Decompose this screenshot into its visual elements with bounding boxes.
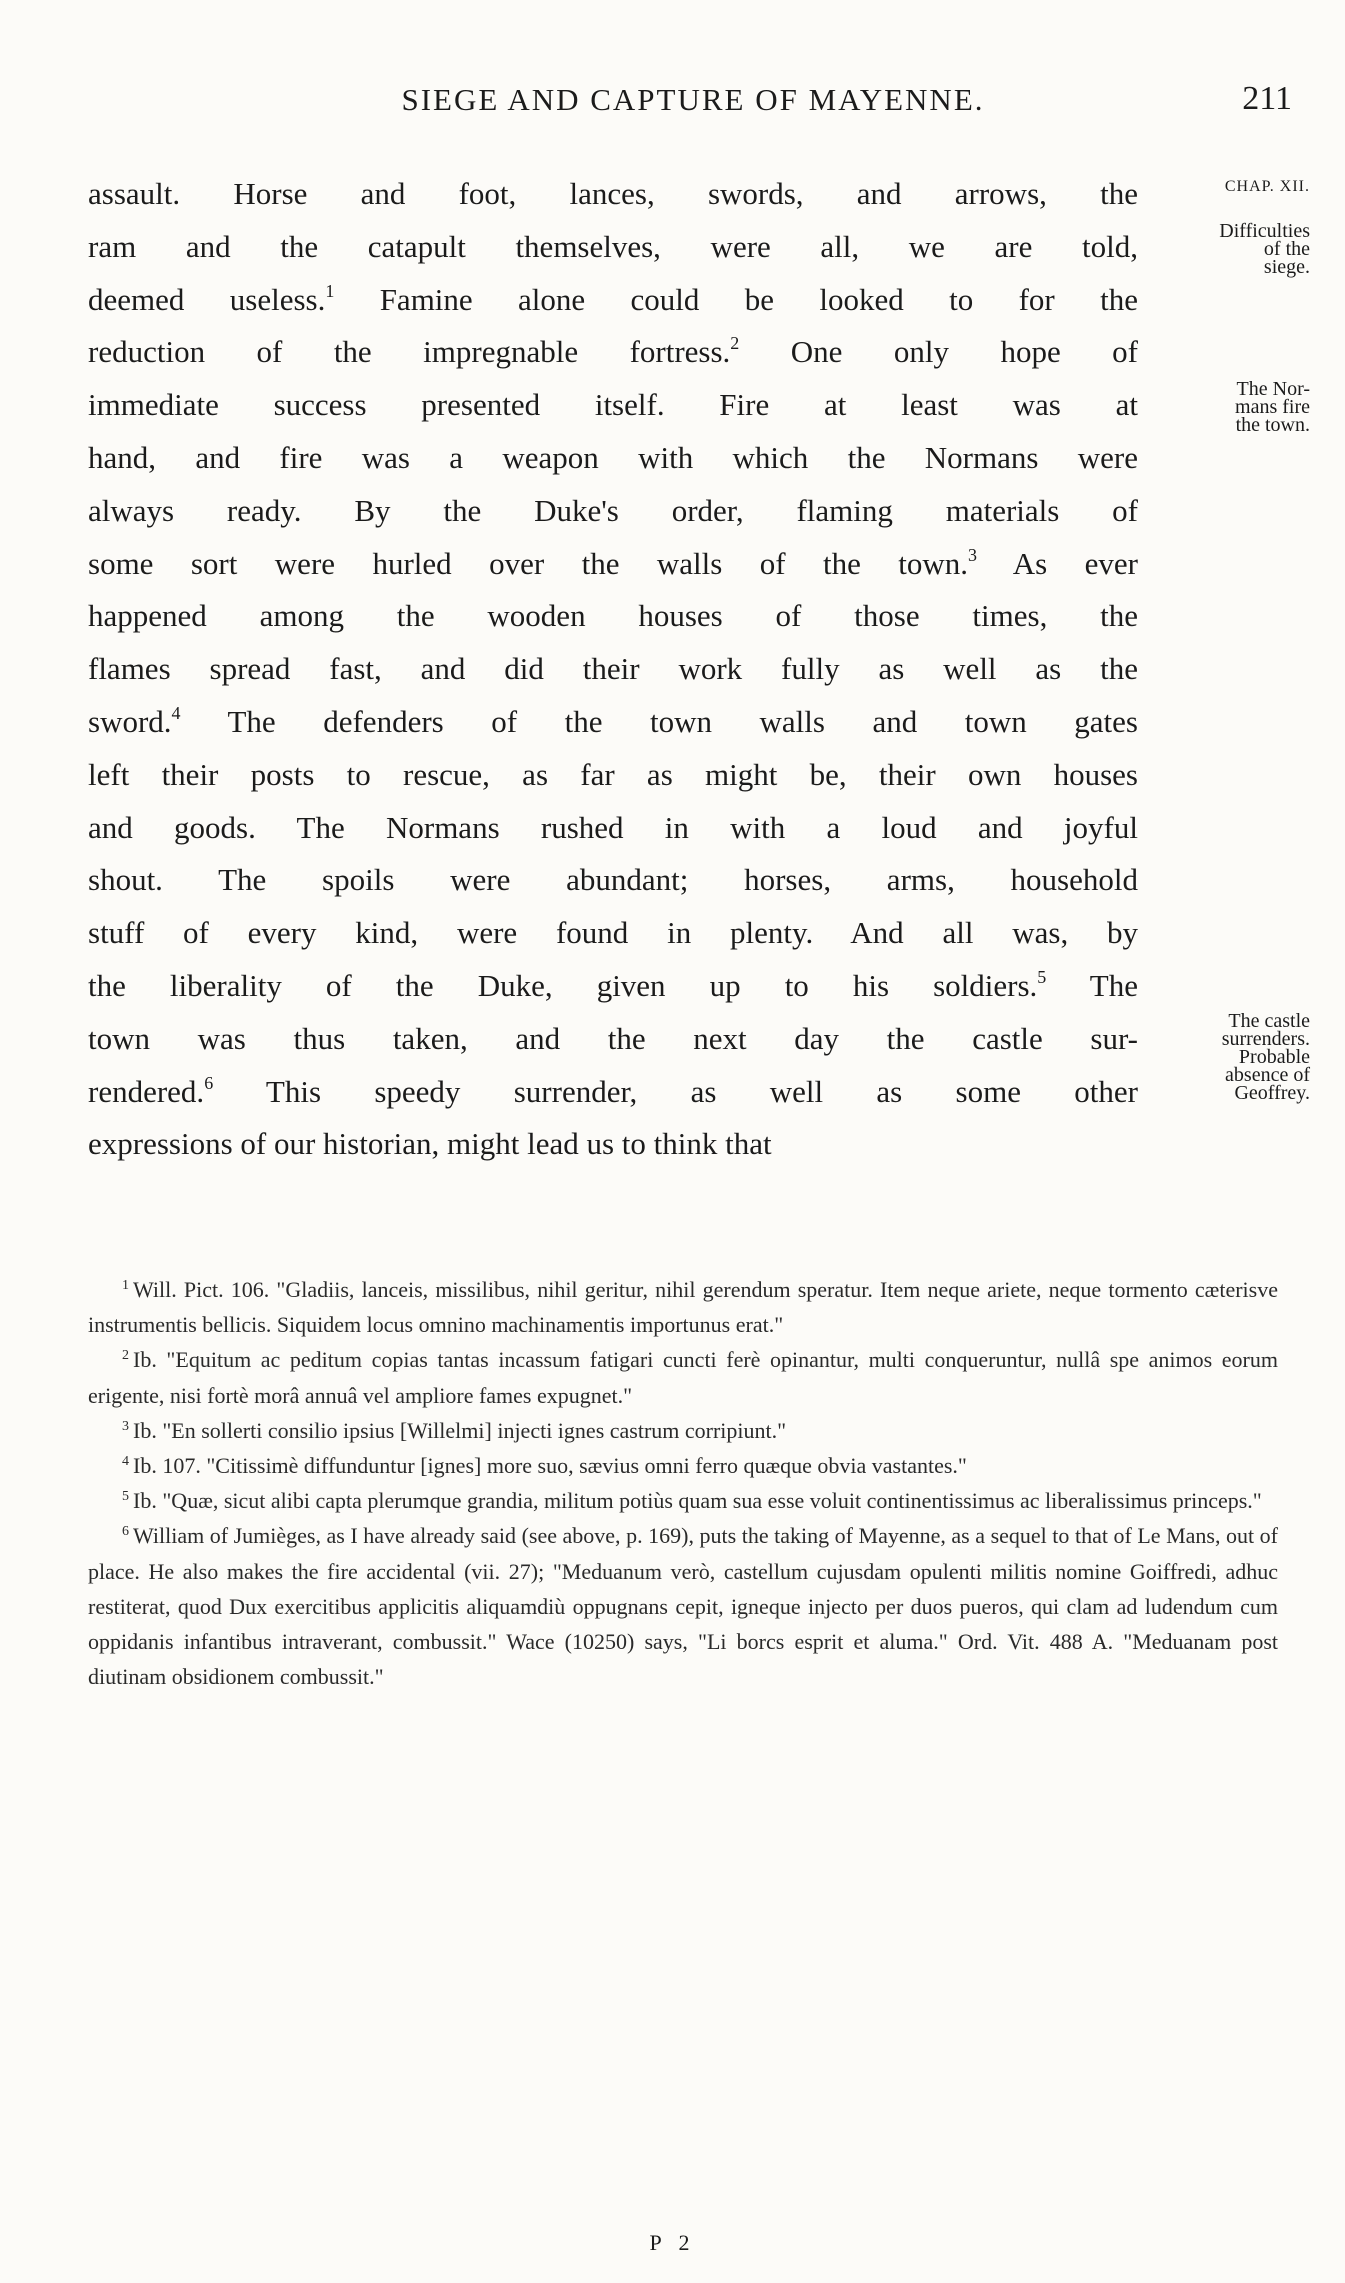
footnote-text: William of Jumièges, as I have already said (see above, p. 169), puts the taking of Mayenne, as a sequel to that of Le Mans, out of place. He also makes the fire accidental (vii. 27); "Meduanum verò, castellum cujusdam opulenti militis nomine Goiffredi, adhuc restiterat, quod Dux exercitibus applicitis aliquamdiù oppugnans cepit, igneque injecto per duos pueros, qui clam ad ludendum cum oppidanis infantibus intraverant, combussit." Wace (10250) says, "Li borcs esprit et aluma." Ord. Vit. 488 A. "Meduanam post diutinam obsidionem combussit.": [88, 1523, 1278, 1690]
margin-note-line: siege.: [1263, 256, 1310, 278]
text-line: [88, 854, 1138, 907]
text-line: [88, 168, 1138, 221]
text-line-content: stuff of every kind, were found in plenty. And all was, by: [88, 915, 1138, 951]
footnote: [88, 1342, 1278, 1412]
text-line-content: town was thus taken, and the next day the castle sur-: [88, 1020, 1138, 1056]
margin-note-line: of the: [1263, 238, 1310, 260]
text-line-content: always ready. By the Duke's order, flaming materials of: [88, 492, 1138, 528]
margin-note-line: The castle: [1228, 1010, 1310, 1032]
margin-note-line: mans fire: [1235, 396, 1310, 418]
margin-note-line: Probable: [1238, 1046, 1310, 1068]
text-line: [88, 1013, 1138, 1066]
text-line: [88, 802, 1138, 855]
text-line-content: sword.: [88, 703, 172, 739]
footnote-reference: 6: [204, 1072, 214, 1093]
footnote-reference: 2: [730, 333, 740, 354]
text-line: [88, 960, 1138, 1013]
margin-note-difficulties: [1150, 222, 1310, 276]
text-line: [88, 749, 1138, 802]
text-line-content: rendered.: [88, 1073, 205, 1109]
text-line-content: immediate success presented itself. Fire at least was at: [88, 387, 1138, 423]
running-title: SIEGE AND CAPTURE OF MAYENNE.: [401, 82, 985, 117]
text-line-content: some sort were hurled over the walls of the town.: [88, 545, 969, 581]
margin-note-castle-surrenders: [1150, 1012, 1310, 1102]
footnote-text: Ib. "En sollerti consilio ipsius [Willelmi] injecti ignes castrum corripiunt.": [133, 1417, 787, 1443]
margin-note-line: Geoffrey.: [1234, 1082, 1310, 1104]
text-line-content: the liberality of the Duke, given up to his soldiers.: [88, 967, 1038, 1003]
text-line: [88, 643, 1138, 696]
text-line: [88, 221, 1138, 274]
text-line: [88, 379, 1138, 432]
text-line: [88, 485, 1138, 538]
footnote-number: 4: [122, 1454, 129, 1470]
text-line: [88, 1066, 1138, 1119]
text-line-content: hand, and fire was a weapon with which the Normans were: [88, 439, 1138, 475]
margin-note-line: CHAP. XII.: [1224, 178, 1310, 195]
footnote: [88, 1272, 1278, 1342]
footnote-number: 1: [122, 1278, 129, 1293]
footnote: [88, 1518, 1278, 1694]
text-line-content: reduction of the impregnable fortress.: [88, 334, 731, 370]
margin-note-line: the town.: [1235, 414, 1310, 436]
margin-note-line: surrenders.: [1221, 1028, 1310, 1050]
text-line: [88, 590, 1138, 643]
text-line-content: happened among the wooden houses of those times, the: [88, 598, 1138, 634]
footnote-number: 6: [122, 1524, 129, 1540]
text-line: [88, 274, 1138, 327]
text-line-tail: As ever: [977, 545, 1138, 581]
main-text: [88, 168, 1138, 1171]
text-line-content: flames spread fast, and did their work fully as well as the: [88, 651, 1138, 687]
footnote-text: Ib. 107. "Citissimè diffunduntur [ignes] more suo, sævius omni ferro quæque obvia vastantes.": [133, 1453, 967, 1479]
footnote-reference: 3: [968, 544, 978, 565]
text-line: [88, 1118, 1138, 1171]
footnote-reference: 1: [325, 280, 335, 301]
text-line-content: expressions of our historian, might lead us to think that: [88, 1126, 772, 1162]
margin-note-chapter: [1150, 178, 1310, 196]
text-line: [88, 432, 1138, 485]
margin-note-line: Difficulties: [1219, 220, 1310, 242]
text-line: [88, 326, 1138, 379]
text-line: [88, 538, 1138, 591]
text-line-content: left their posts to rescue, as far as might be, their own houses: [88, 756, 1138, 792]
text-line-tail: Famine alone could be looked to for the: [334, 281, 1138, 317]
text-line-tail: One only hope of: [739, 334, 1139, 370]
footnotes: [88, 1272, 1278, 1694]
footnote-number: 2: [122, 1348, 129, 1364]
text-line-tail: This speedy surrender, as well as some other: [213, 1073, 1138, 1109]
text-line-content: ram and the catapult themselves, were all, we are told,: [88, 228, 1138, 264]
text-line-content: deemed useless.: [88, 281, 326, 317]
footnote-text: Ib. "Equitum ac peditum copias tantas incassum fatigari cuncti ferè opinantur, multi conqueruntur, nullâ spe animos eorum erigente, nisi fortè morâ annuâ vel ampliore fames expugnet.": [88, 1347, 1278, 1408]
margin-note-line: The Nor-: [1236, 378, 1310, 400]
footnote: [88, 1483, 1278, 1518]
text-line-tail: The defenders of the town walls and town gates: [180, 703, 1138, 739]
text-line-content: shout. The spoils were abundant; horses, arms, household: [88, 862, 1138, 898]
footnote: [88, 1448, 1278, 1483]
text-line: [88, 907, 1138, 960]
signature-mark: P 2: [649, 2230, 696, 2255]
footnote: [88, 1413, 1278, 1448]
footnote-reference: 5: [1037, 966, 1047, 987]
page-number: 211: [1242, 80, 1292, 117]
footnote-number: 3: [122, 1418, 129, 1434]
text-line: [88, 696, 1138, 749]
footnote-number: 5: [122, 1489, 129, 1505]
footnote-text: Ib. "Quæ, sicut alibi capta plerumque grandia, militum potiùs quam sua esse voluit continentissimus ac liberalissimus princeps.": [133, 1488, 1262, 1514]
text-line-content: and goods. The Normans rushed in with a loud and joyful: [88, 809, 1138, 845]
footnote-text: Will. Pict. 106. "Gladiis, lanceis, missilibus, nihil geritur, nihil gerendum speratur. Item neque ariete, neque tormento cæterisve instrumentis bellicis. Siquidem locus omnino machinamentis importunus erat.": [88, 1277, 1278, 1338]
text-line-content: assault. Horse and foot, lances, swords, and arrows, the: [88, 176, 1138, 211]
text-line-tail: The: [1046, 967, 1138, 1003]
margin-note-line: absence of: [1225, 1064, 1310, 1086]
footnote-reference: 4: [171, 702, 181, 723]
running-header: [88, 74, 1298, 134]
margin-note-normans-fire: [1150, 380, 1310, 434]
